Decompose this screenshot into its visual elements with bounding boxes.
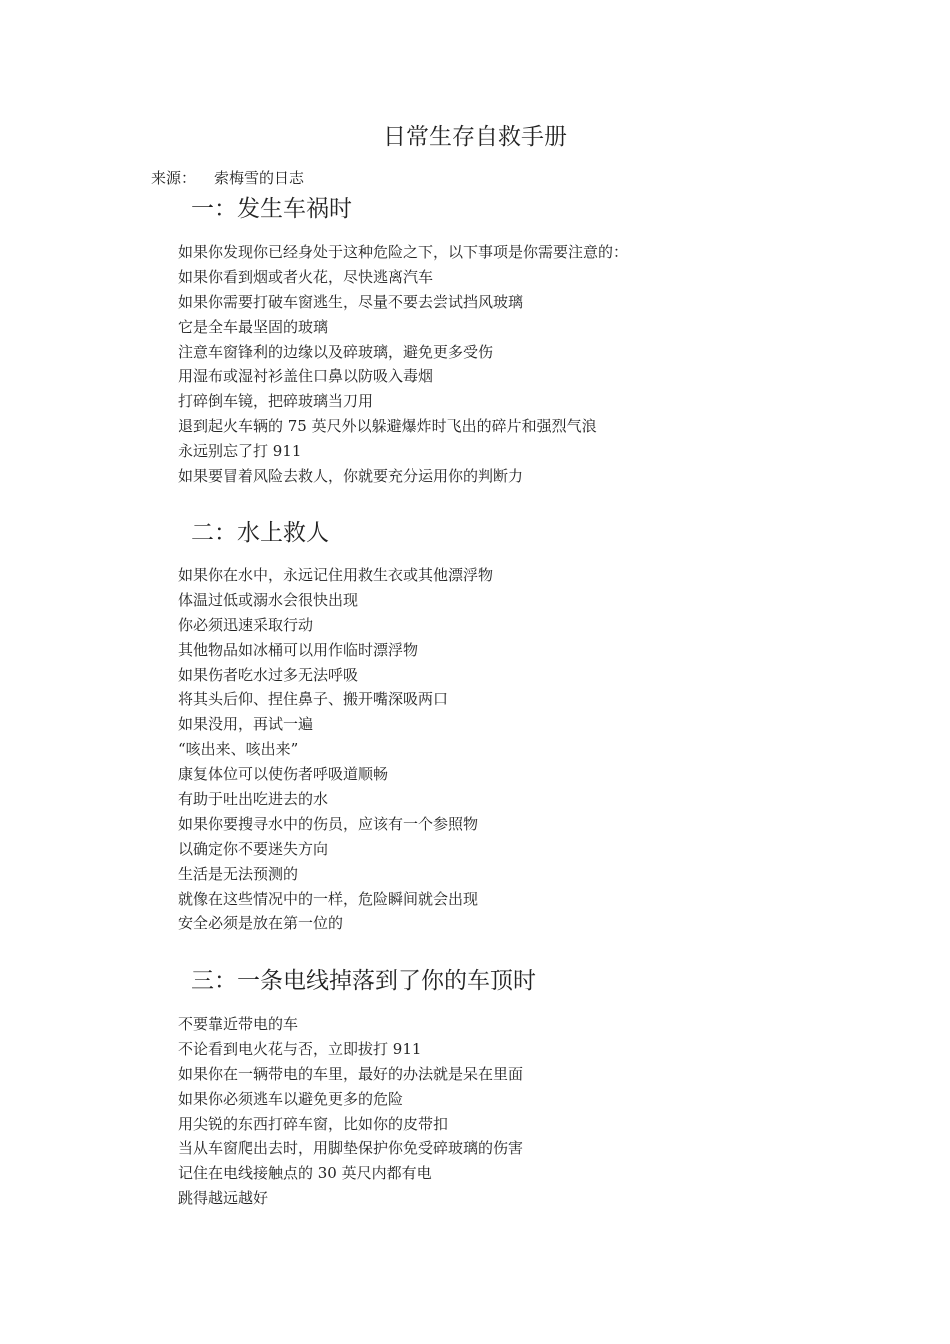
text-line: 生活是无法预测的: [178, 864, 299, 883]
section-heading-water-rescue: 二：水上救人: [191, 520, 329, 546]
text-line: 有助于吐出吃进去的水: [178, 790, 329, 809]
text-line: 退到起火车辆的 75 英尺外以躲避爆炸时飞出的碎片和强烈气浪: [178, 417, 597, 436]
text-line: 如果要冒着风险去救人，你就要充分运用你的判断力: [178, 467, 524, 486]
text-line: 其他物品如冰桶可以用作临时漂浮物: [178, 640, 419, 659]
text-line: 如果你必须逃车以避免更多的危险: [178, 1089, 404, 1108]
source-label: 来源：: [151, 169, 197, 187]
text-line: 康复体位可以使伤者呼吸道顺畅: [178, 765, 389, 784]
text-line: 记住在电线接触点的 30 英尺内都有电: [178, 1164, 432, 1183]
text-line: 安全必须是放在第一位的: [178, 914, 344, 933]
text-line: “咳出来、咳出来”: [178, 740, 299, 759]
text-line: 如果伤者吃水过多无法呼吸: [178, 665, 359, 684]
text-line: 用湿布或湿衬衫盖住口鼻以防吸入毒烟: [178, 367, 434, 386]
text-line: 不要靠近带电的车: [178, 1015, 299, 1033]
text-line: 跳得越远越好: [178, 1189, 269, 1208]
text-line: 如果你在水中，永远记住用救生衣或其他漂浮物: [178, 566, 494, 584]
text-line: 你必须迅速采取行动: [178, 615, 314, 634]
text-line: 永远别忘了打 911: [178, 442, 302, 461]
text-line: 不论看到电火花与否，立即拔打 911: [178, 1039, 422, 1058]
section-body-water-rescue: [178, 563, 493, 936]
text-line: 当从车窗爬出去时，用脚垫保护你免受碎玻璃的伤害: [178, 1139, 524, 1158]
text-line: 体温过低或溺水会很快出现: [178, 590, 359, 609]
section-heading-car-accident: 一：发生车祸时: [191, 196, 352, 222]
text-line: 如果你发现你已经身处于这种危险之下，以下事项是你需要注意的：: [178, 243, 629, 261]
text-line: 就像在这些情况中的一样，危险瞬间就会出现: [178, 889, 479, 908]
text-line: 打碎倒车镜，把碎玻璃当刀用: [178, 392, 374, 411]
document-title: 日常生存自救手册: [383, 124, 567, 150]
text-line: 如果你在一辆带电的车里，最好的办法就是呆在里面: [178, 1064, 524, 1083]
text-line: 将其头后仰、捏住鼻子、搬开嘴深吸两口: [178, 690, 449, 709]
text-line: 如果你需要打破车窗逃生，尽量不要去尝试挡风玻璃: [178, 292, 524, 311]
text-line: 如果没用，再试一遍: [178, 715, 314, 734]
text-line: 如果你看到烟或者火花，尽快逃离汽车: [178, 267, 434, 286]
text-line: 用尖锐的东西打碎车窗，比如你的皮带扣: [178, 1114, 449, 1133]
text-line: 以确定你不要迷失方向: [178, 839, 329, 858]
section-body-power-line: [178, 1012, 523, 1211]
source-value: 索梅雪的日志: [214, 169, 305, 187]
source-line: [151, 166, 304, 190]
text-line: 它是全车最坚固的玻璃: [178, 317, 329, 336]
text-line: 注意车窗锋利的边缘以及碎玻璃，避免更多受伤: [178, 342, 494, 361]
text-line: 如果你要搜寻水中的伤员，应该有一个参照物: [178, 814, 479, 833]
section-body-car-accident: [178, 240, 628, 489]
section-heading-power-line: 三：一条电线掉落到了你的车顶时: [191, 968, 536, 994]
